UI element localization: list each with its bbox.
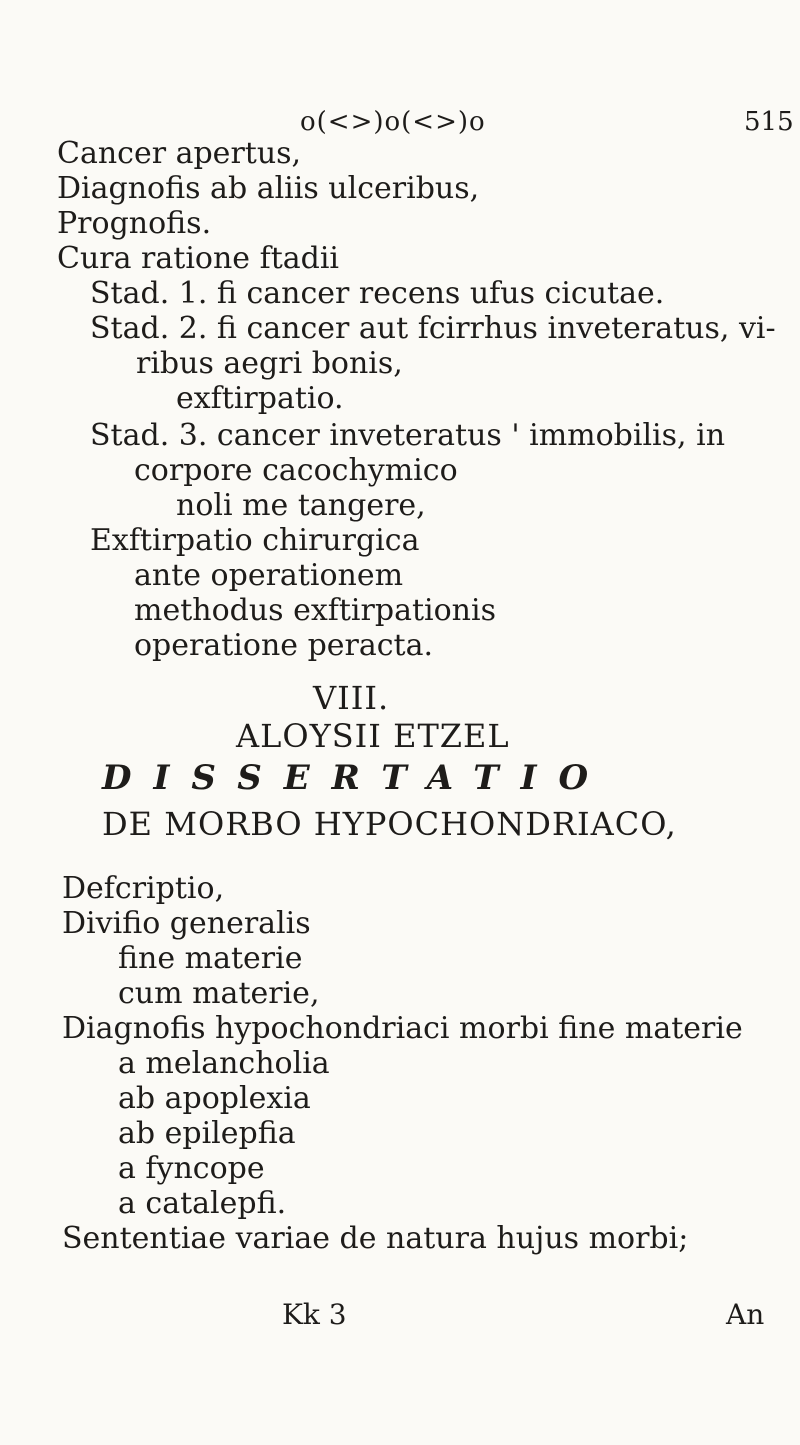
toc-line: Divifio generalis	[62, 906, 311, 941]
toc-line: methodus exftirpationis	[134, 593, 496, 628]
toc-line: a catalepfi.	[118, 1186, 287, 1221]
page-number: 515	[744, 107, 794, 137]
toc-line: a melancholia	[118, 1046, 330, 1081]
toc-line: cum materie,	[118, 976, 320, 1011]
toc-line: corpore cacochymico	[134, 453, 458, 488]
toc-line: Exftirpatio chirurgica	[90, 523, 420, 558]
toc-line: ab epilepfia	[118, 1116, 296, 1151]
toc-line: Diagnofis hypochondriaci morbi fine materie	[62, 1011, 743, 1046]
toc-line: Prognofis.	[57, 206, 212, 241]
header-ornament: o(<>)o(<>)o	[300, 107, 486, 137]
section-number: VIII.	[313, 679, 390, 717]
section-subtitle: DE MORBO HYPOCHONDRIACO,	[102, 805, 677, 843]
toc-line: Stad. 3. cancer inveteratus ' immobilis, in	[90, 418, 726, 453]
toc-line: fine materie	[118, 941, 303, 976]
toc-line: Diagnofis ab aliis ulceribus,	[57, 171, 480, 206]
toc-line: ribus aegri bonis,	[136, 346, 403, 381]
toc-line: Stad. 2. fi cancer aut fcirrhus inveteratus, vi-	[90, 311, 776, 346]
toc-line: a fyncope	[118, 1151, 265, 1186]
toc-line: noli me tangere,	[176, 488, 426, 523]
toc-line: Sententiae variae de natura hujus morbi;	[62, 1221, 689, 1256]
toc-line: ante operationem	[134, 558, 404, 593]
toc-line: Cancer apertus,	[57, 136, 302, 171]
toc-line: Defcriptio,	[62, 871, 225, 906]
toc-line: operatione peracta.	[134, 628, 434, 663]
section-author: ALOYSII ETZEL	[236, 717, 510, 755]
toc-line: ab apoplexia	[118, 1081, 311, 1116]
toc-line: exftirpatio.	[176, 381, 344, 416]
section-title: DISSERTATIO	[102, 758, 611, 798]
toc-line: Cura ratione ftadii	[57, 241, 340, 276]
signature-mark: Kk 3	[282, 1298, 347, 1331]
toc-line: Stad. 1. fi cancer recens ufus cicutae.	[90, 276, 665, 311]
catchword: An	[726, 1298, 765, 1331]
